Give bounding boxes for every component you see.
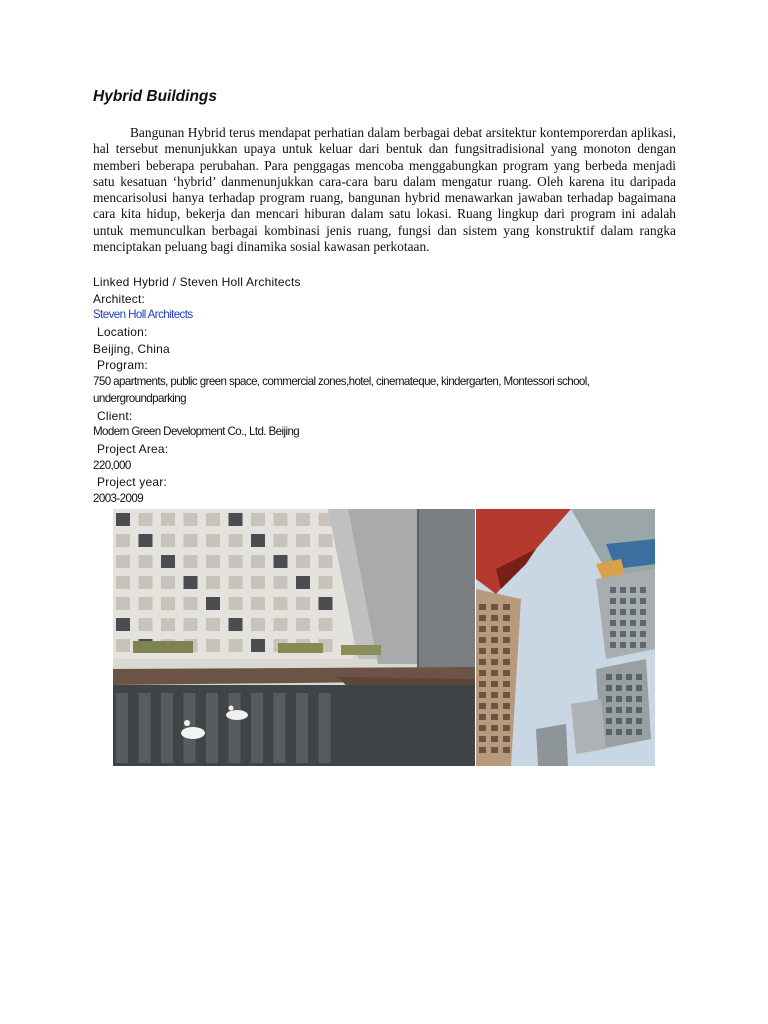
location-value: Beijing, China <box>93 341 170 356</box>
area-value: 220,000 <box>93 458 131 472</box>
program-value-line2: undergroundparking <box>93 391 186 405</box>
program-label: Program: <box>97 358 148 373</box>
client-value: Modern Green Development Co., Ltd. Beijing <box>93 425 300 439</box>
area-label: Project Area: <box>97 441 169 456</box>
architect-label: Architect: <box>93 291 146 306</box>
photo-towers-sky <box>476 509 655 766</box>
location-label: Location: <box>97 325 148 340</box>
photo-facade-pool <box>113 509 475 766</box>
client-label: Client: <box>97 408 133 423</box>
intro-paragraph: Bangunan Hybrid terus mendapat perhatian dalam berbagai debat arsitektur kontemporerdan aplikasi, hal tersebut menunjukkan upaya untuk keluar dari bentuk dan fungsitradisional yang monoton dengan memberi beberapa perubahan. Para penggagas mencoba menggabungkan program yang berbeda menjadi satu kesatuan ‘hybrid’ danmenunjukkan cara-cara baru dalam mengatur ruang. Oleh karena itu daripada mencarisolusi hanya terhadap program ruang, bangunan hybrid menawarkan jawaban terhadap bagaimana cara kita hidup, bekerja dan mencari hiburan dalam satu lokasi. Ruang lingkup dari program ini adalah untuk memunculkan berbagai kombinasi jenis ruang, fungsi dan sistem yang konstruktif dalam rangka menciptakan peluang bagi dinamika sosial kawasan perkotaan. <box>93 125 676 255</box>
page-title: Hybrid Buildings <box>93 88 217 105</box>
year-value: 2003-2009 <box>93 491 144 505</box>
program-value-line1: 750 apartments, public green space, commercial zones,hotel, cinemateque, kindergarten, Montessori school, <box>93 375 590 389</box>
project-name: Linked Hybrid / Steven Holl Architects <box>93 275 301 289</box>
architect-link[interactable]: Steven Holl Architects <box>93 308 193 322</box>
year-label: Project year: <box>97 475 167 490</box>
project-info <box>93 274 693 508</box>
